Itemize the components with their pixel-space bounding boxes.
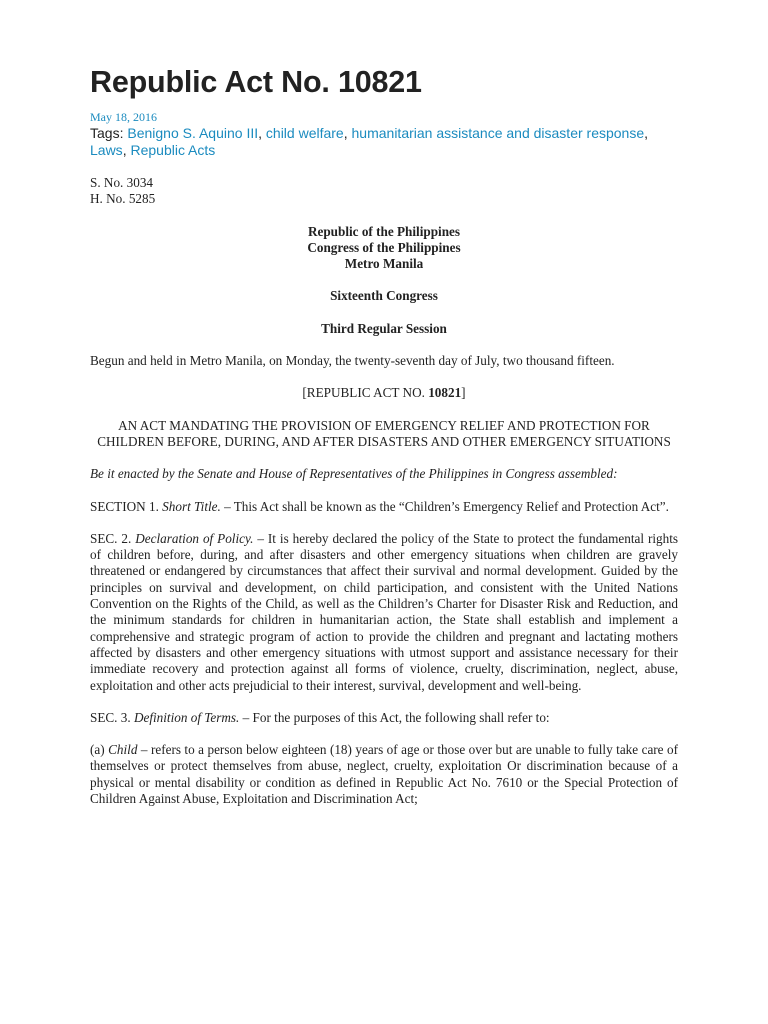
definition-label: (a) [90,742,105,758]
page-title: Republic Act No. 10821 [90,65,422,99]
tag-separator: , [258,125,266,141]
house-bill-number: H. No. 5285 [90,191,156,207]
header-location: Metro Manila [344,256,424,272]
section-label: SECTION 1. [90,498,159,514]
enacting-clause: Be it enacted by the Senate and House of Representatives of the Philippines in Congress assembled: [90,466,618,482]
post-date-link[interactable]: May 18, 2016 [90,110,157,124]
ra-label-prefix: [REPUBLIC ACT NO. [302,385,429,401]
tag-separator: , [343,125,352,141]
document-page [90,62,678,807]
bill-numbers [90,175,678,208]
tag-separator: , [644,125,649,141]
definition-a [90,742,678,807]
session-name: Third Regular Session [321,320,447,336]
republic-act-label [90,385,678,401]
section-text: – This Act shall be known as the “Children’s Emergency Relief and Protection Act”. [224,498,669,514]
begun-statement: Begun and held in Metro Manila, on Monday, the twenty-seventh day of July, two thousand fifteen. [90,353,615,369]
tags-label: Tags: [90,125,124,141]
section-1 [90,499,678,515]
congress-number: Sixteenth Congress [330,288,438,304]
ra-label-number: 10821 [428,385,462,401]
definition-text: – refers to a person below eighteen (18) years of age or those over but are unable to fully take care of themselves or protect themselves from abuse, neglect, cruelty, exploitation Or discrimination because of a physical or mental disability or condition as defined in Republic Act No. 7610 or the Special Protection of Children Against Abuse, Exploitation and Discrimination Act; [90,742,678,807]
definition-term: Child [108,742,138,758]
senate-bill-number: S. No. 3034 [90,175,154,190]
tag-link-child-welfare[interactable]: child welfare [265,125,344,141]
section-2 [90,531,678,694]
section-text: – It is hereby declared the policy of the State to protect the fundamental rights of children before, during, and after disasters and other emergency situations when children are gravely threatened or endangered by circumstances that affect their survival and normal development. Guided by the principles on survival and development, on child participation, and consistent with the United Nations Convention on the Rights of the Child, as well as the Children’s Charter for Disaster Risk and Reduction, and the minimum standards for children in humanitarian action, the State shall establish and implement a comprehensive and strategic program of action to provide the children and pregnant and lactating mothers affected by disasters and other emergency situations with utmost support and assistance necessary for their immediate recovery and protection against all forms of violence, cruelty, discrimination, neglect, abuse, exploitation and other acts prejudicial to their interest, survival, development and well-being. [90,530,679,693]
post-date [90,110,678,124]
republic-header [90,224,678,273]
header-congress: Congress of the Philippines [307,239,461,255]
act-title: AN ACT MANDATING THE PROVISION OF EMERGENCY RELIEF AND PROTECTION FOR CHILDREN BEFORE, DURING, AND AFTER DISASTERS AND OTHER EMERGENCY SITUATIONS [97,417,671,449]
tag-link-laws[interactable]: Laws [90,142,123,158]
tag-separator: , [122,142,131,158]
tag-link-humanitarian-assistance[interactable]: humanitarian assistance and disaster response [351,125,645,141]
ra-label-suffix: ] [461,385,466,401]
tags-line [90,125,678,159]
section-text: – For the purposes of this Act, the following shall refer to: [242,709,550,725]
section-heading: Definition of Terms. [133,709,240,725]
section-label: SEC. 3. [90,709,131,725]
header-republic: Republic of the Philippines [307,223,461,239]
section-heading: Short Title. [162,498,221,514]
tag-link-benigno-aquino[interactable]: Benigno S. Aquino III [127,125,259,141]
tag-link-republic-acts[interactable]: Republic Acts [130,142,216,158]
section-heading: Declaration of Policy. [135,530,254,546]
section-3 [90,710,678,726]
section-label: SEC. 2. [90,530,132,546]
